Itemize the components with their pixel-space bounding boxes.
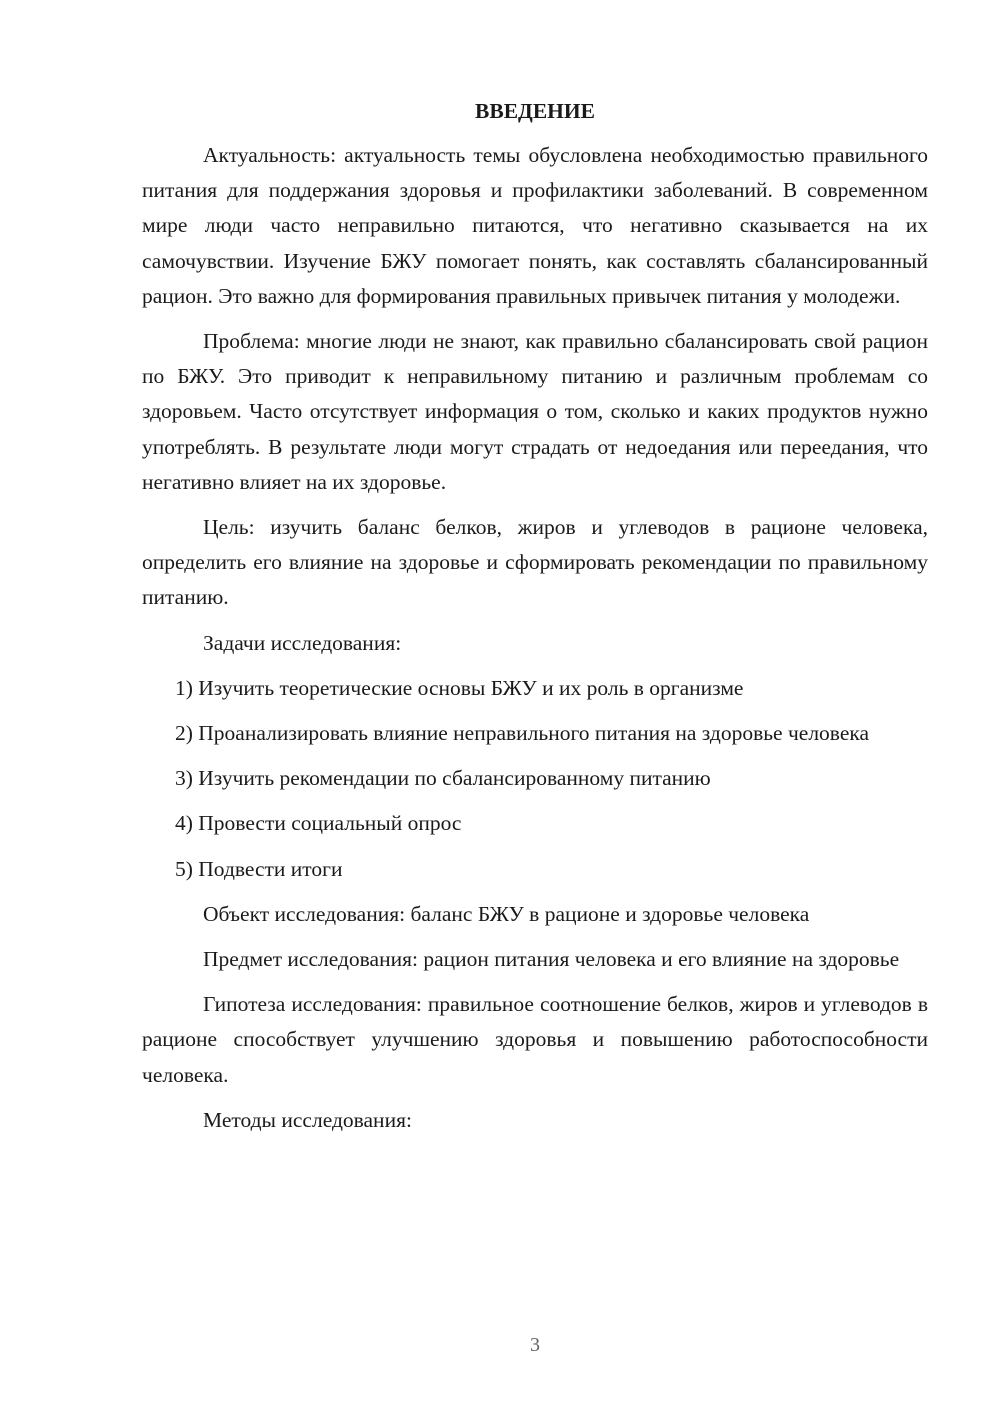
paragraph-object: Объект исследования: баланс БЖУ в рационе и здоровье человека bbox=[203, 901, 810, 926]
paragraph-problem: Проблема: многие люди не знают, как правильно сбалансировать свой рацион по БЖУ. Это приводит к неправильному питанию и различным проблемам со здоровьем. Часто отсутствует информация о том, сколько и каких продуктов нужно употреблять. В результате люди могут страдать от недоедания или переедания, что негативно влияет на их здоровье. bbox=[142, 329, 928, 494]
task-item-2: 2) Проанализировать влияние неправильного питания на здоровье человека bbox=[175, 721, 870, 746]
task-item-3: 3) Изучить рекомендации по сбалансированному питанию bbox=[175, 766, 711, 791]
document-page bbox=[142, 94, 928, 1148]
task-item-5: 5) Подвести итоги bbox=[175, 856, 343, 881]
paragraph-hypothesis: Гипотеза исследования: правильное соотношение белков, жиров и углеводов в рационе способствует улучшению здоровья и повышению работоспособности человека. bbox=[142, 992, 928, 1087]
task-item-4: 4) Провести социальный опрос bbox=[175, 811, 462, 836]
paragraph-goal: Цель: изучить баланс белков, жиров и углеводов в рационе человека, определить его влияние на здоровье и сформировать рекомендации по правильному питанию. bbox=[142, 515, 928, 610]
task-item-1: 1) Изучить теоретические основы БЖУ и их роль в организме bbox=[175, 675, 744, 700]
page-number: 3 bbox=[530, 1334, 540, 1356]
methods-title: Методы исследования: bbox=[203, 1107, 412, 1132]
section-heading: ВВЕДЕНИЕ bbox=[475, 99, 595, 123]
tasks-title: Задачи исследования: bbox=[203, 630, 402, 655]
paragraph-relevance: Актуальность: актуальность темы обусловлена необходимостью правильного питания для поддержания здоровья и профилактики заболеваний. В современном мире люди часто неправильно питаются, что негативно сказывается на их самочувствии. Изучение БЖУ помогает понять, как составлять сбалансированный рацион. Это важно для формирования правильных привычек питания у молодежи. bbox=[142, 143, 928, 308]
paragraph-subject: Предмет исследования: рацион питания человека и его влияние на здоровье bbox=[203, 947, 900, 972]
